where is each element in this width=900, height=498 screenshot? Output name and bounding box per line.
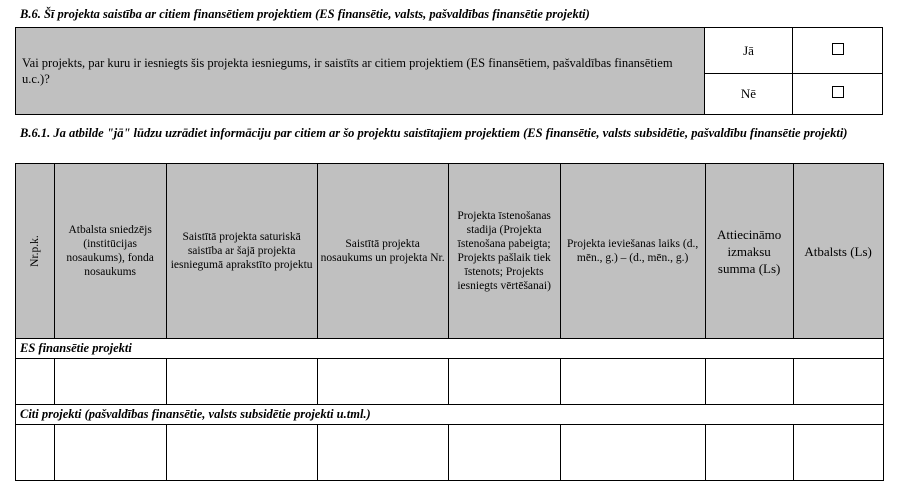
col-header-number-text: Nr.p.k. (28, 235, 41, 267)
table-cell[interactable] (16, 425, 55, 481)
col-header-stage: Projekta īstenošanas stadija (Projekta īstenošana pabeigta; Projekts pašlaik tiek īstenots; Projekts iesniegts vērtēšanai) (448, 164, 560, 339)
col-header-project-name: Saistītā projekta nosaukums un projekta Nr. (317, 164, 448, 339)
table-cell[interactable] (448, 425, 560, 481)
related-projects-table (15, 163, 884, 481)
col-header-number (16, 164, 55, 339)
table-row (16, 359, 884, 405)
table-cell[interactable] (560, 425, 705, 481)
table-cell[interactable] (54, 425, 166, 481)
table-cell[interactable] (560, 359, 705, 405)
checkbox-yes[interactable] (832, 43, 844, 55)
group-eu-funded: ES finansētie projekti (16, 339, 884, 359)
table-row (16, 425, 884, 481)
table-cell[interactable] (166, 425, 317, 481)
section-b6-title: B.6. Šī projekta saistība ar citiem finansētiem projektiem (ES finansētie, valsts, pašvaldības finansētie projekti) (20, 7, 590, 21)
section-b61-title: B.6.1. Ja atbilde "jā" lūdzu uzrādiet informāciju par citiem ar šo projektu saistītajiem projektiem (ES finansētie, valsts subsidētie, pašvaldību finansētie projekti) (20, 126, 848, 140)
col-header-support-provider: Atbalsta sniedzējs (institūcijas nosaukums), fonda nosaukums (54, 164, 166, 339)
option-yes-cell[interactable] (793, 28, 883, 74)
table-cell[interactable] (705, 359, 793, 405)
table-cell[interactable] (16, 359, 55, 405)
option-yes-label: Jā (705, 28, 793, 74)
table-cell[interactable] (317, 359, 448, 405)
question-text: Vai projekts, par kuru ir iesniegts šis projekta iesniegums, ir saistīts ar citiem projektiem (ES finansētiem, pašvaldības finansētiem u.c.)? (22, 56, 673, 86)
table-cell[interactable] (166, 359, 317, 405)
option-no-label: Nē (705, 74, 793, 115)
table-cell[interactable] (448, 359, 560, 405)
table-cell[interactable] (793, 425, 883, 481)
table-cell[interactable] (317, 425, 448, 481)
related-projects-question-table (15, 27, 883, 115)
table-cell[interactable] (793, 359, 883, 405)
group-other-projects: Citi projekti (pašvaldības finansētie, valsts subsidētie projekti u.tml.) (16, 405, 884, 425)
checkbox-no[interactable] (832, 86, 844, 98)
related-projects-question (16, 28, 705, 115)
col-header-content-link: Saistītā projekta saturiskā saistība ar šajā projekta iesniegumā aprakstīto projektu (166, 164, 317, 339)
col-header-timeframe: Projekta ieviešanas laiks (d., mēn., g.) – (d., mēn., g.) (560, 164, 705, 339)
option-no-cell[interactable] (793, 74, 883, 115)
col-header-eligible-costs: Attiecināmo izmaksu summa (Ls) (705, 164, 793, 339)
col-header-support: Atbalsts (Ls) (793, 164, 883, 339)
table-cell[interactable] (54, 359, 166, 405)
table-cell[interactable] (705, 425, 793, 481)
